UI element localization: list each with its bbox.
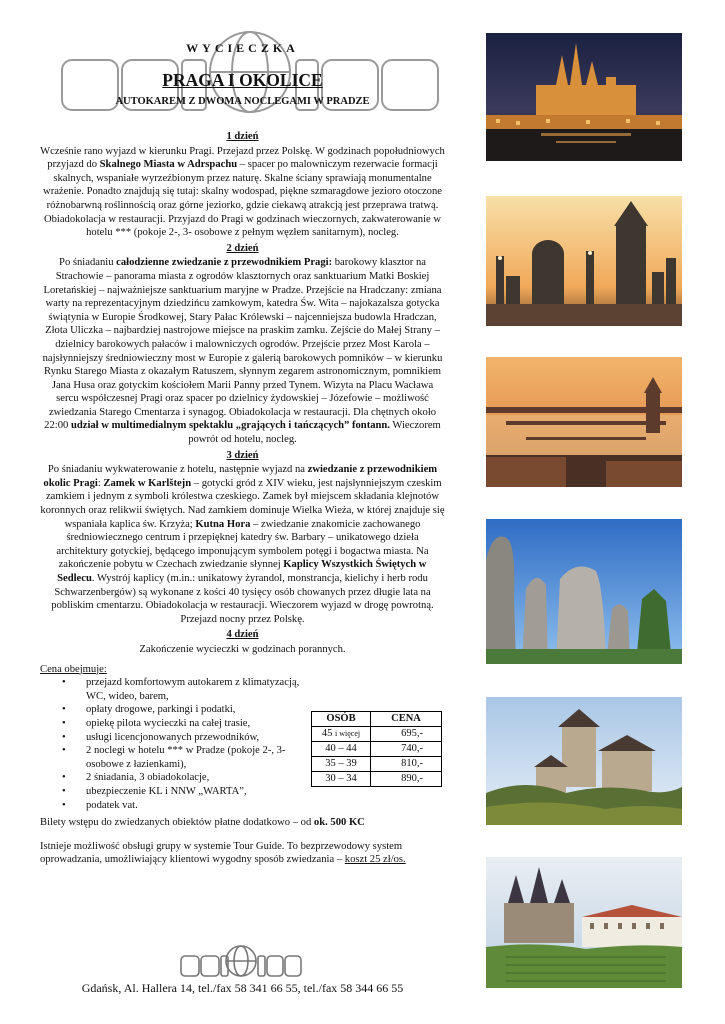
tickets-note-text: Bilety wstępu do zwiedzanych obiektów płatne dodatkowo – od [40,817,314,829]
includes-list [40,676,310,812]
price-value: 740,- [371,742,442,757]
vltava-bridges-image [486,357,682,487]
photo-charles-bridge [486,196,682,326]
list-item: • przejazd komfortowym autokarem z klimatyzacją, WC, wideo, barem, [40,676,310,703]
photo-vltava-bridges [486,357,682,487]
day-3-highlight-kutna-hora: Kutna Hora [195,518,251,530]
day-3-text-d: – zwiedzanie znakomicie zachowanego średniowiecznego centrum i przepięknej katedry św. Barbary – unikatowego dzieła architektury gotyckiej, będącego imponującym symbolem potęgi i bogactwa miasta. Na zakończenie pobytu w Czechach zwiedzanie słynnej [56,518,429,571]
day-1-text-a: Wcześnie rano wyjazd w kierunku Pragi. Przejazd przez Polskę. W godzinach popołudniowych przyjazd do [40,145,445,171]
photo-karlstejn-castle [486,697,682,825]
day-3-text-c: – gotycki gród z XIV wieku, jest najsłynniejszym czeskim zamkiem i jednym z symboli królestwa czeskiego. Zamek był miejscem składania klejnotów koronnych oraz relikwii świętych. Nad zamkiem dominuje Wielka Wieża, w której znajduje się wspaniała kaplica św. Krzyża; [40,477,445,530]
pricing-block [40,676,445,813]
group-value: 45 [321,728,333,740]
table-header-row [312,712,442,727]
tour-guide-cost: koszt 25 zł/os. [344,854,406,866]
day-2-highlight: całodzienne zwiedzanie z przewodnikiem Pragi: [116,257,333,269]
price-table [311,711,442,787]
day-1-title: 1 dzień [226,131,259,142]
charles-bridge-image [486,196,682,326]
karlstejn-castle-image [486,697,682,825]
tickets-price: ok. 500 KC [313,817,365,829]
list-item: • 2 noclegi w hotelu *** w Pradze (pokoje 2-, 3- osobowe z łazienkami), [40,744,310,771]
list-item: • 2 śniadania, 3 obiadokolacje, [40,771,310,785]
document-column [40,0,445,1024]
day-3-highlight-sedlec: Kaplicy Wszystkich Świętych w Sedlecu [57,559,427,584]
day-2-title: 2 dzień [226,242,259,254]
day-3-text-a: Po śniadaniu wykwaterowanie z hotelu, następnie wyjazd na [47,464,308,476]
day-3-text [40,463,445,626]
day-4-text: Zakończenie wycieczki w godzinach porannych. [139,643,346,655]
photo-kutna-hora [486,857,682,988]
day-3-highlight-karlstejn: Zamek w Karlštejn [103,477,192,489]
prague-castle-image [486,33,682,161]
adrspach-rocks-image [486,519,682,664]
day-3-text-b: : [97,477,104,489]
col-persons: OSÓB [312,712,371,727]
itinerary [40,128,445,867]
photo-adrspach-rocks [486,519,682,664]
group-size: 30 – 34 [312,772,371,787]
day-2-text-c: Wieczorem powrót od hotelu, nocleg. [188,420,441,446]
tour-guide-text: Istnieje możliwość obsługi grupy w systemie Tour Guide. To bezprzewodowy system oprowadzania, umożliwiający klientowi wygodny sposób zwiedzania – [40,840,403,866]
unitur-logo [180,944,302,978]
tour-guide-note [40,840,445,867]
day-4-title: 4 dzień [226,629,259,641]
price-value: 890,- [371,772,442,787]
kutna-hora-image [486,857,682,988]
price-value: 810,- [371,757,442,772]
day-2-highlight-show: udział w multimedialnym spektaklu „grających i tańczących” fontann. [70,420,390,432]
table-row [312,772,442,787]
tickets-note [40,816,445,830]
day-3-highlight: zwiedzanie z przewodnikiem okolic Pragi [43,464,438,489]
page-subtitle: AUTOKAREM Z DWOMA NOCLEGAMI W PRADZE [115,96,370,107]
table-row [312,757,442,772]
list-item: • usługi licencjonowanych przewodników, [40,731,310,745]
day-2-text-b: barokowy klasztor na Strachowie – panorama miasta z ogrodów klasztornych oraz sanktuarium Matki Boskiej Loretańskiej – najważniejsze sanktuarium maryjne w Pradze. Przejście na Hradczany: zmiana warty na reprezentacyjnym dziedzińcu zamkowym, katedra Św. Wita – najokazalsza gotycka świątynia w Europie Środkowej, Stary Pałac Królewski – najcenniejsza budowla Hradczan, Złota Uliczka – najbardziej nastrojowe miejsce na praskim zamku. Zejście do Małej Strany – dzielnicy barokowych pałaców i malowniczych ogrodów. Przejście przez Most Karola – najsłynniejszy średniowieczny most w Europie z galerią barokowych pomników – w kierunku Rynku Starego Miasta z okazałym Ratuszem, słynnym zegarem astronomicznym, pomnikiem Jana Husa oraz gotyckim kościołem Marii Panny przed Tynem. Wizyta na Placu Wacława sercu współczesnej Pragi oraz spacer po dzielnicy żydowskiej – Józefowie – możliwość zwiedzania Starego Cmentarza i synagog. Obiadokolacja w restauracji. Dla chętnych około 22:00 [42,257,443,432]
table-row [312,727,442,742]
day-2-text-a: Po śniadaniu [59,257,117,269]
group-note: i więcej [335,729,361,739]
table-row [312,742,442,757]
group-size: 35 – 39 [312,757,371,772]
day-1-text-b: – spacer po malowniczym rezerwacie formacji skalnych, wspaniałe wyrzeźbionym przez naturę. Skalne ściany sprawiają monumentalne wrażenie. Ponadto znajdują się tutaj: skalny wodospad, piękne szmaragdowe jezioro otoczone różnobarwną roślinnością oraz górne jeziorko, gdzie ciekawą atrakcją jest przeprawa tratwą. Obiadokolacja w restauracji. Przyjazd do Pragi w godzinach wieczornych, zakwaterowanie w hotelu *** (pokoje 2-, 3- osobowe z pełnym węzłem sanitarnym), nocleg. [43,159,442,239]
day-1-highlight: Skalnego Miasta w Adrspachu [99,159,238,171]
page-title: PRAGA I OKOLICE [162,70,323,90]
day-3-title: 3 dzień [226,449,259,461]
price-includes-heading: Cena obejmuje: [40,663,107,675]
group-size: 40 – 44 [312,742,371,757]
day-3-text-e: . Wystrój kaplicy (m.in.: unikatowy żyrandol, monstrancja, kielichy i herb rodu Schwarzenbergów) są wykonane z kości 40 tysięcy osób chowanych przez długie lata na pobliskim cmentarzu. Obiadokolacja w restauracji. Wieczorem wyjazd w drogę powrotną. Przejazd nocny przez Polskę. [51,573,434,625]
company-address: Gdańsk, Al. Hallera 14, tel./fax 58 341 66 55, tel./fax 58 344 66 55 [81,981,404,995]
group-size [312,727,371,742]
photo-prague-castle-night [486,33,682,161]
list-item: • ubezpieczenie KL i NNW „WARTA”, [40,785,310,799]
day-2-text [40,256,445,446]
list-item: • opiekę pilota wycieczki na całej trasie, [40,717,310,731]
trip-kicker: WYCIECZKA [186,41,299,55]
price-value: 695,- [371,727,442,742]
day-1-text [40,145,445,240]
col-price: CENA [371,712,442,727]
list-item: • opłaty drogowe, parkingi i podatki, [40,703,310,717]
list-item: • podatek vat. [40,799,310,813]
